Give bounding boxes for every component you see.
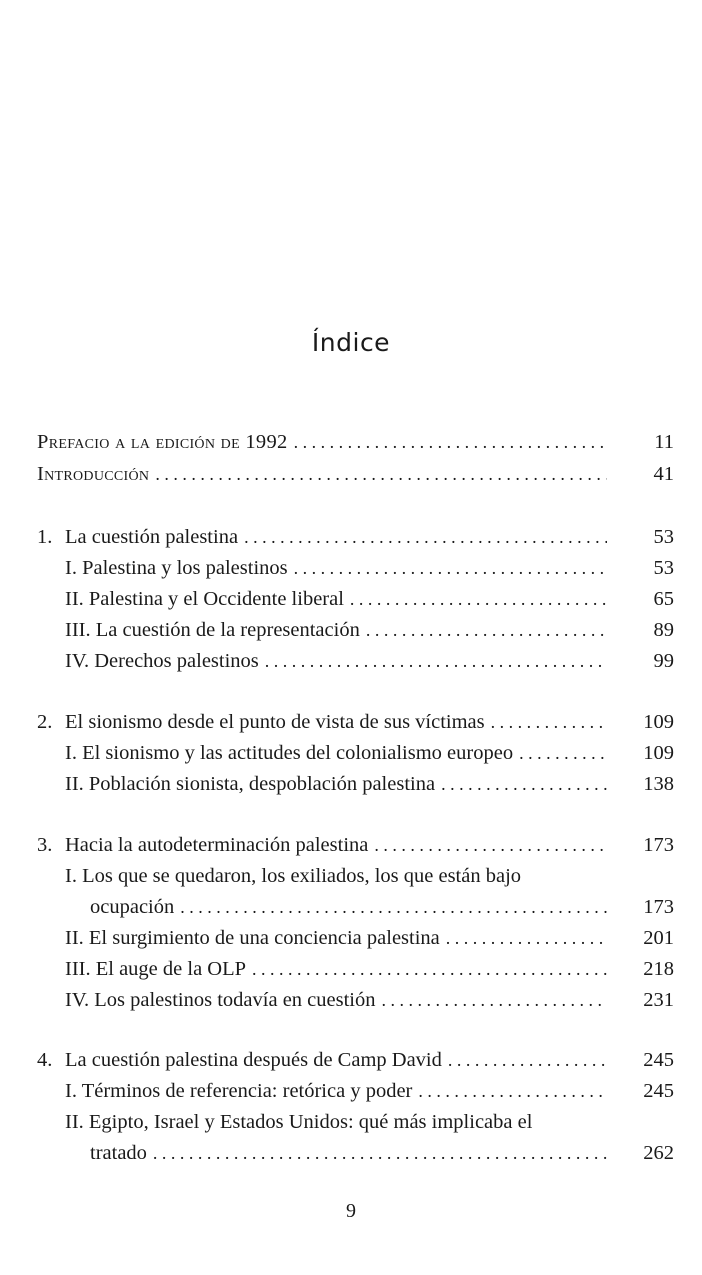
chapter-number: 2. <box>37 711 53 733</box>
dot-leader <box>519 738 607 768</box>
toc-section[interactable] <box>65 646 607 676</box>
dot-leader <box>374 830 607 860</box>
toc-section-line1[interactable] <box>65 1107 607 1137</box>
dot-leader <box>418 1076 607 1106</box>
dot-leader <box>153 1138 607 1168</box>
page-number: 9 <box>346 1200 356 1222</box>
toc-entry-label: Hacia la autodeterminación palestina <box>65 834 369 856</box>
toc-page-number: 109 <box>643 742 674 764</box>
toc-page-number: 218 <box>643 958 674 980</box>
chapter-number: 4. <box>37 1049 53 1071</box>
toc-page-number: 231 <box>643 989 674 1011</box>
dot-leader <box>366 615 607 645</box>
toc-section[interactable] <box>65 954 607 984</box>
dot-leader <box>448 1045 607 1075</box>
toc-entry-label: El sionismo desde el punto de vista de sus víctimas <box>65 711 485 733</box>
toc-page-number: 109 <box>643 711 674 733</box>
dot-leader <box>294 553 607 583</box>
toc-section-line2[interactable] <box>90 892 607 922</box>
toc-entry-label-continued: ocupación <box>90 896 175 918</box>
toc-page-number: 11 <box>654 431 674 453</box>
dot-leader <box>294 427 607 457</box>
toc-page-number: 89 <box>653 619 674 641</box>
toc-chapter-3[interactable] <box>37 830 607 860</box>
toc-section-line2[interactable] <box>90 1138 607 1168</box>
page-title: Índice <box>311 328 391 357</box>
toc-entry-label: La cuestión palestina después de Camp David <box>65 1049 442 1071</box>
toc-entry-label: II. El surgimiento de una conciencia palestina <box>65 927 440 949</box>
toc-entry-label: II. Egipto, Israel y Estados Unidos: qué más implicaba el <box>65 1111 533 1133</box>
toc-page-number: 262 <box>643 1142 674 1164</box>
toc-entry-label: III. El auge de la OLP <box>65 958 247 980</box>
toc-page-number: 53 <box>653 526 674 548</box>
toc-entry-label: Introducción <box>37 463 150 485</box>
toc-page-number: 99 <box>653 650 674 672</box>
toc-section[interactable] <box>65 584 607 614</box>
dot-leader <box>381 985 607 1015</box>
toc-page-number: 245 <box>643 1049 674 1071</box>
toc-section[interactable] <box>65 553 607 583</box>
toc-entry-label: I. Los que se quedaron, los exiliados, los que están bajo <box>65 865 522 887</box>
dot-leader <box>252 954 607 984</box>
toc-entry-label: II. Población sionista, despoblación palestina <box>65 773 436 795</box>
toc-entry-introduccion[interactable] <box>37 459 607 489</box>
toc-section[interactable] <box>65 1076 607 1106</box>
toc-entry-label: I. El sionismo y las actitudes del colonialismo europeo <box>65 742 514 764</box>
toc-page-number: 53 <box>653 557 674 579</box>
toc-chapter-2[interactable] <box>37 707 607 737</box>
toc-section[interactable] <box>65 738 607 768</box>
toc-entry-label: La cuestión palestina <box>65 526 239 548</box>
dot-leader <box>446 923 607 953</box>
toc-entry-label-continued: tratado <box>90 1142 147 1164</box>
toc-page-number: 201 <box>643 927 674 949</box>
toc-entry-label: II. Palestina y el Occidente liberal <box>65 588 344 610</box>
dot-leader <box>491 707 607 737</box>
dot-leader <box>265 646 607 676</box>
toc-page-number: 245 <box>643 1080 674 1102</box>
toc-page-number: 138 <box>643 773 674 795</box>
toc-page-number: 41 <box>653 463 674 485</box>
toc-entry-label: Prefacio a la edición de 1992 <box>37 431 288 453</box>
dot-leader <box>155 459 607 489</box>
toc-entry-label: IV. Los palestinos todavía en cuestión <box>65 989 376 1011</box>
toc-section[interactable] <box>65 769 607 799</box>
toc-section[interactable] <box>65 615 607 645</box>
toc-page-number: 173 <box>643 834 674 856</box>
toc-section[interactable] <box>65 985 607 1015</box>
toc-entry-label: III. La cuestión de la representación <box>65 619 360 641</box>
toc-page-number: 65 <box>653 588 674 610</box>
toc-entry-label: I. Términos de referencia: retórica y poder <box>65 1080 413 1102</box>
chapter-number: 1. <box>37 526 53 548</box>
toc-entry-prefacio[interactable] <box>37 427 607 457</box>
toc-chapter-4[interactable] <box>37 1045 607 1075</box>
toc-page-number: 173 <box>643 896 674 918</box>
dot-leader <box>180 892 607 922</box>
chapter-number: 3. <box>37 834 53 856</box>
toc-section[interactable] <box>65 923 607 953</box>
dot-leader <box>441 769 607 799</box>
dot-leader <box>350 584 607 614</box>
toc-chapter-1[interactable] <box>37 522 607 552</box>
toc-section-line1[interactable] <box>65 861 607 891</box>
toc-entry-label: IV. Derechos palestinos <box>65 650 259 672</box>
toc-entry-label: I. Palestina y los palestinos <box>65 557 288 579</box>
dot-leader <box>244 522 607 552</box>
